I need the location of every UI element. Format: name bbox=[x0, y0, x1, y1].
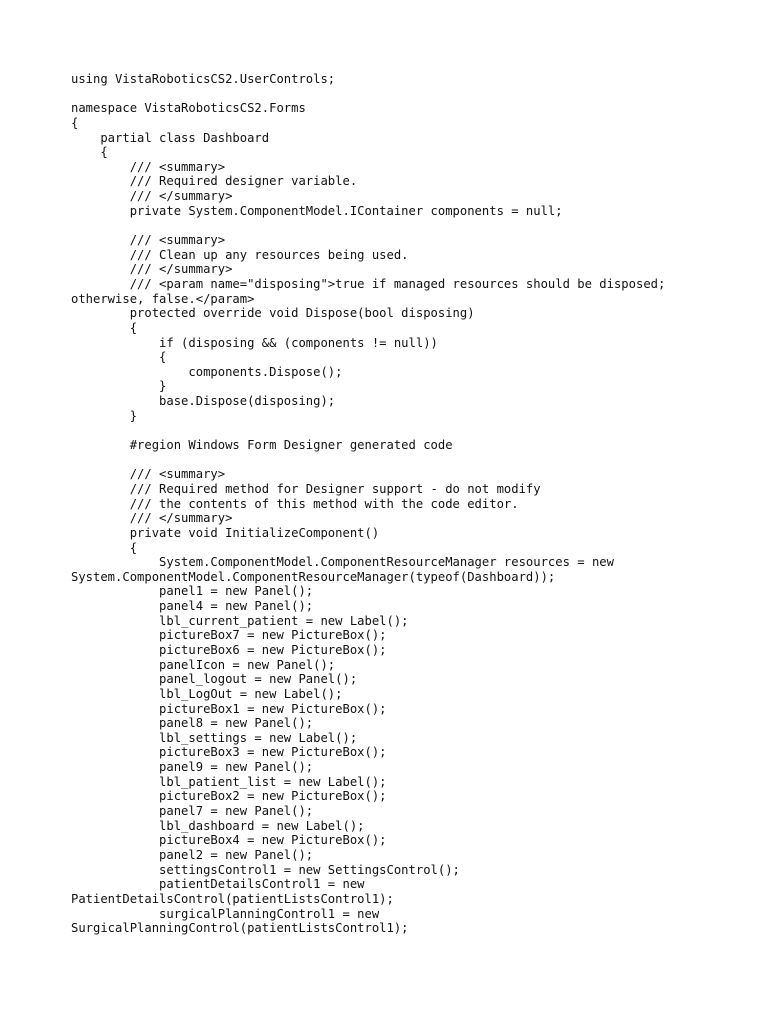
code-line: panel2 = new Panel(); bbox=[71, 847, 314, 862]
code-line: /// </summary> bbox=[71, 189, 233, 204]
code-line: panel8 = new Panel(); bbox=[71, 716, 314, 731]
code-line bbox=[71, 87, 751, 102]
code-line: panel4 = new Panel(); bbox=[71, 599, 314, 614]
code-line: PatientDetailsControl(patientListsControl1); bbox=[71, 891, 394, 906]
code-line: pictureBox2 = new PictureBox(); bbox=[71, 789, 387, 804]
code-line: panel7 = new Panel(); bbox=[71, 804, 314, 819]
code-line: /// Clean up any resources being used. bbox=[71, 247, 409, 262]
code-line: SurgicalPlanningControl(patientListsControl1); bbox=[71, 921, 409, 936]
code-line: lbl_settings = new Label(); bbox=[71, 730, 358, 745]
code-line: #region Windows Form Designer generated code bbox=[71, 438, 453, 453]
code-line bbox=[71, 423, 751, 438]
code-line: otherwise, false.</param> bbox=[71, 291, 255, 306]
code-line: panel9 = new Panel(); bbox=[71, 760, 314, 775]
code-line: private void InitializeComponent() bbox=[71, 525, 380, 540]
code-line: /// <summary> bbox=[71, 159, 226, 174]
code-line: namespace VistaRoboticsCS2.Forms bbox=[71, 101, 306, 116]
code-line: } bbox=[71, 408, 138, 423]
code-line: panelIcon = new Panel(); bbox=[71, 657, 336, 672]
code-line: System.ComponentModel.ComponentResourceManager resources = new bbox=[71, 555, 614, 570]
code-block bbox=[71, 72, 751, 936]
code-line: System.ComponentModel.ComponentResourceManager(typeof(Dashboard)); bbox=[71, 569, 556, 584]
code-line: { bbox=[71, 320, 138, 335]
code-line: pictureBox4 = new PictureBox(); bbox=[71, 833, 387, 848]
code-line: lbl_LogOut = new Label(); bbox=[71, 686, 343, 701]
code-line: /// </summary> bbox=[71, 262, 233, 277]
code-line: patientDetailsControl1 = new bbox=[71, 877, 365, 892]
code-line: /// Required method for Designer support - do not modify bbox=[71, 481, 541, 496]
code-line: /// <summary> bbox=[71, 233, 226, 248]
code-line: protected override void Dispose(bool disposing) bbox=[71, 306, 475, 321]
code-line: /// Required designer variable. bbox=[71, 174, 358, 189]
code-line: pictureBox7 = new PictureBox(); bbox=[71, 628, 387, 643]
code-line: { bbox=[71, 115, 79, 130]
code-line: lbl_current_patient = new Label(); bbox=[71, 613, 409, 628]
code-line: /// <param name="disposing">true if managed resources should be disposed; bbox=[71, 276, 666, 291]
code-line: { bbox=[71, 145, 108, 160]
code-line: panel1 = new Panel(); bbox=[71, 584, 314, 599]
code-line: partial class Dashboard bbox=[71, 130, 270, 145]
code-line: /// <summary> bbox=[71, 467, 226, 482]
code-line: pictureBox1 = new PictureBox(); bbox=[71, 701, 387, 716]
code-line: components.Dispose(); bbox=[71, 364, 343, 379]
code-line: { bbox=[71, 540, 138, 555]
code-line: lbl_patient_list = new Label(); bbox=[71, 774, 387, 789]
code-line bbox=[71, 453, 751, 468]
code-line: base.Dispose(disposing); bbox=[71, 394, 336, 409]
code-line: /// the contents of this method with the code editor. bbox=[71, 496, 519, 511]
code-line: /// </summary> bbox=[71, 511, 233, 526]
code-line bbox=[71, 218, 751, 233]
code-line: if (disposing && (components != null)) bbox=[71, 335, 438, 350]
code-line: } bbox=[71, 379, 167, 394]
code-line: using VistaRoboticsCS2.UserControls; bbox=[71, 72, 336, 86]
code-line: settingsControl1 = new SettingsControl(); bbox=[71, 862, 460, 877]
code-line: panel_logout = new Panel(); bbox=[71, 672, 358, 687]
code-line: private System.ComponentModel.IContainer components = null; bbox=[71, 203, 563, 218]
code-line: surgicalPlanningControl1 = new bbox=[71, 906, 380, 921]
code-line: { bbox=[71, 350, 167, 365]
code-line: pictureBox3 = new PictureBox(); bbox=[71, 745, 387, 760]
code-line: pictureBox6 = new PictureBox(); bbox=[71, 642, 387, 657]
code-line: lbl_dashboard = new Label(); bbox=[71, 818, 365, 833]
